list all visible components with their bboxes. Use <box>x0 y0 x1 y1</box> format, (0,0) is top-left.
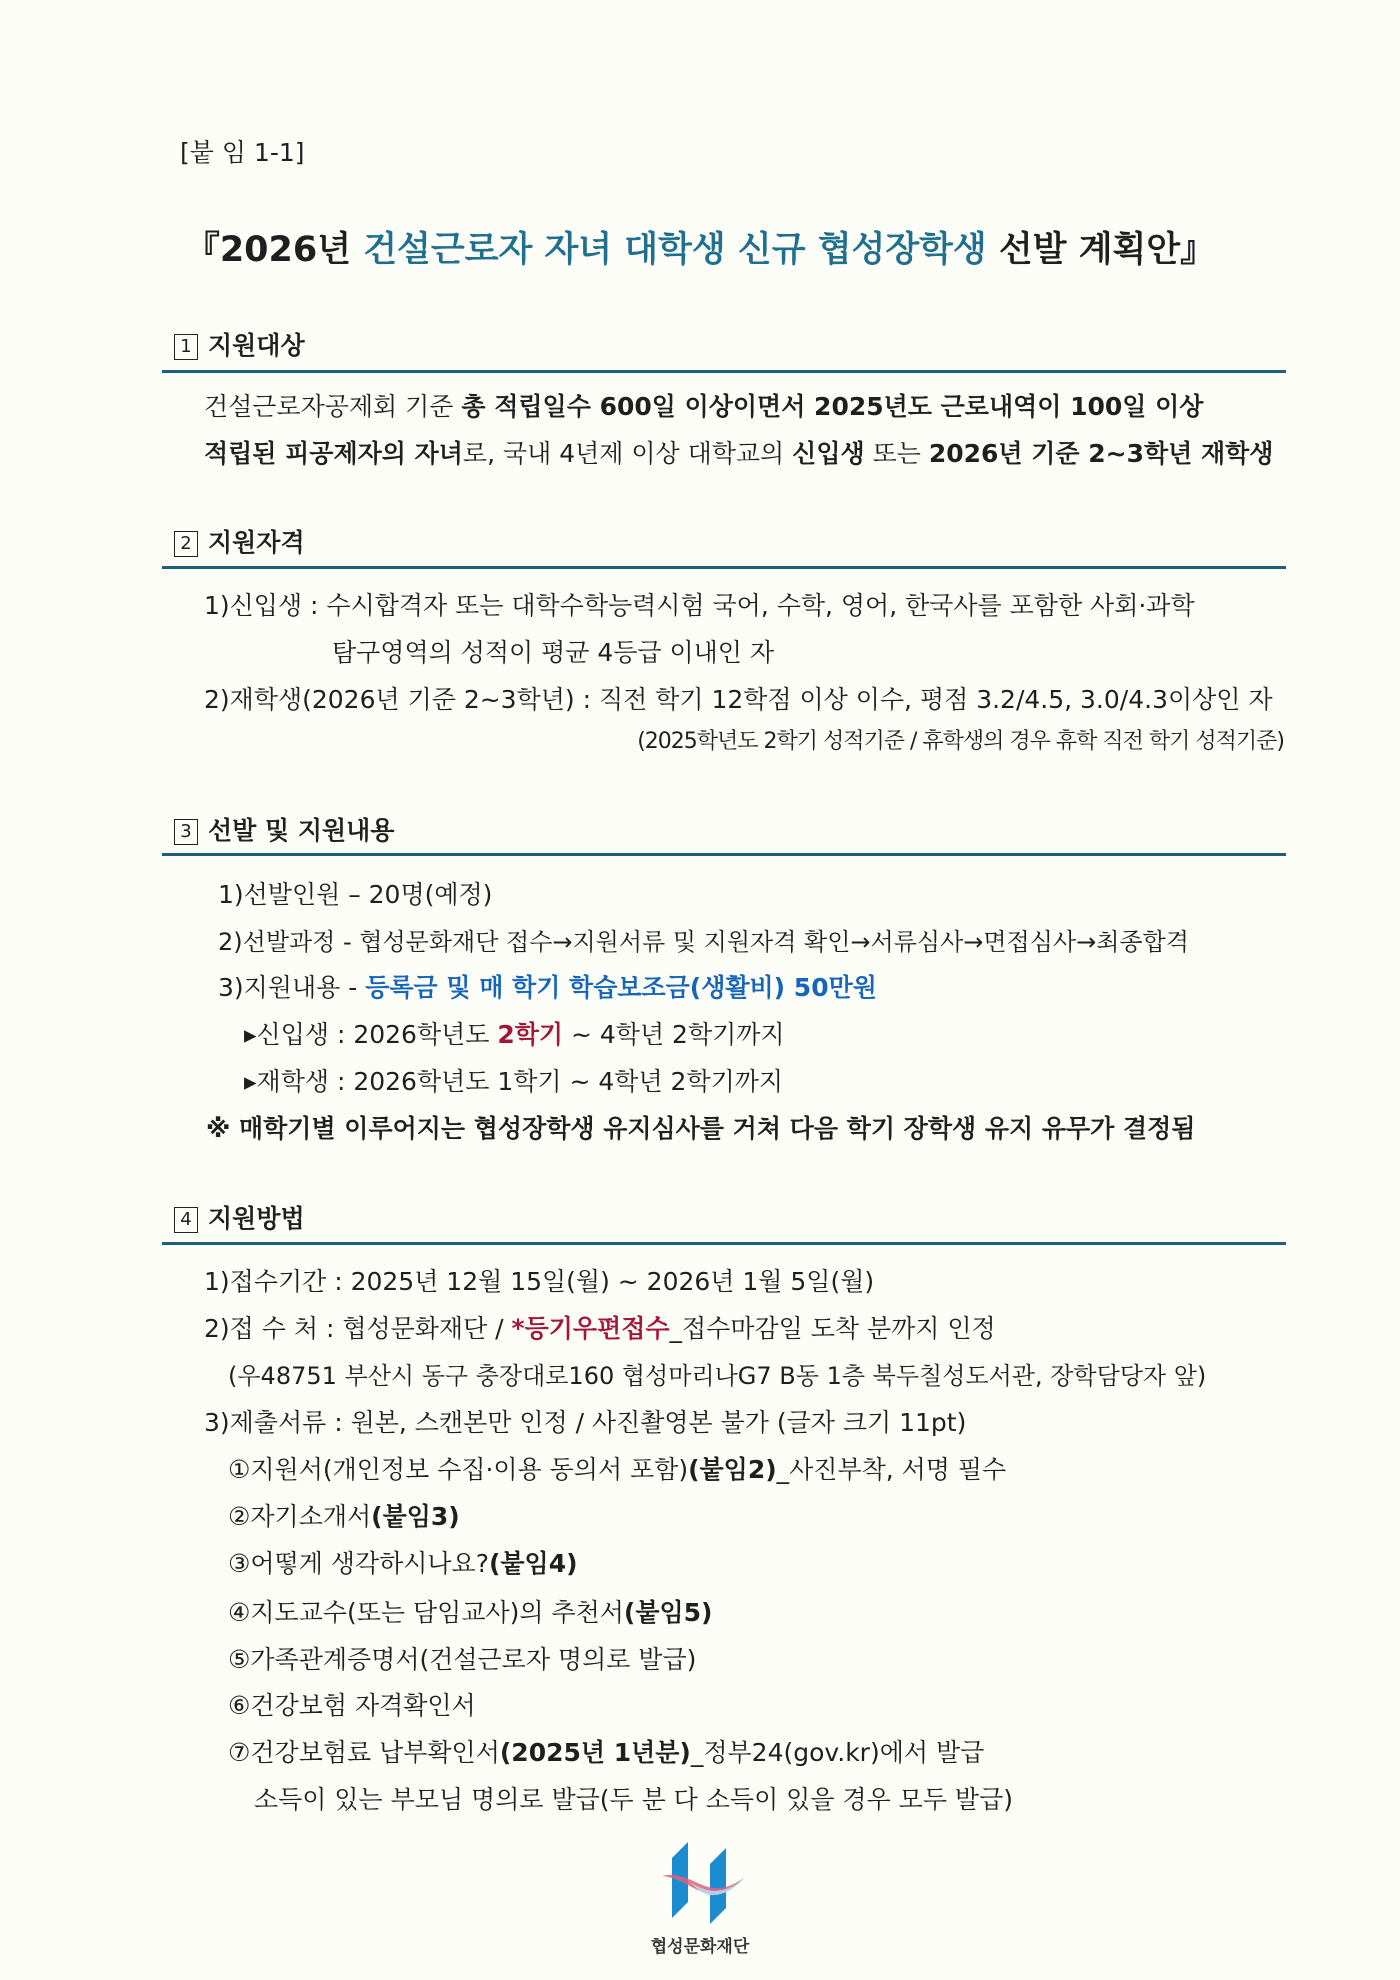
selection-line: 2)선발과정 - 협성문화재단 접수→지원서류 및 지원자격 확인→서류심사→면접심사→최종합격 <box>218 928 1189 956</box>
selection-line: 1)선발인원 – 20명(예정) <box>218 880 493 909</box>
page-title <box>0 226 1400 274</box>
qualification-line: 탐구영역의 성적이 평균 4등급 이내인 자 <box>332 638 775 667</box>
section-heading-selection <box>174 811 394 851</box>
selection-line <box>218 968 877 1008</box>
title-highlight: 건설근로자 자녀 대학생 신규 협성장학생 <box>363 230 987 270</box>
document-item <box>228 1733 984 1773</box>
text: 또는 <box>864 439 929 468</box>
section-divider <box>162 853 1286 856</box>
period-ref: (2025년 1년분) <box>499 1738 691 1767</box>
text-bold: 신입생 <box>792 439 865 468</box>
registered-mail-highlight: *등기우편접수 <box>511 1314 670 1343</box>
target-line-1 <box>204 387 1203 427</box>
text: 로, 국내 4년제 이상 대학교의 <box>462 439 793 468</box>
target-line-2 <box>204 434 1273 474</box>
support-highlight: 등록금 및 매 학기 학습보조금(생활비) 50만원 <box>365 973 877 1002</box>
foundation-logo-icon <box>660 1838 750 1928</box>
document-item <box>228 1497 460 1537</box>
document-item <box>228 1593 712 1633</box>
attachment-ref: (붙임3) <box>371 1502 460 1531</box>
text: ⑦건강보험료 납부확인서 <box>228 1738 500 1767</box>
foundation-logo-text: 협성문화재단 <box>650 1937 750 1957</box>
attachment-ref: (붙임2) <box>688 1455 777 1484</box>
section-divider <box>162 566 1286 569</box>
section-title: 지원대상 <box>208 331 305 360</box>
document-item <box>228 1544 578 1584</box>
section-heading-method <box>174 1199 305 1239</box>
selection-line: ▸재학생 : 2026학년도 1학기 ~ 4학년 2학기까지 <box>244 1067 784 1096</box>
text-bold: 2026년 기준 2~3학년 재학생 <box>928 439 1274 468</box>
text: ④지도교수(또는 담임교사)의 추천서 <box>228 1598 624 1627</box>
section-number: 3 <box>174 819 198 845</box>
text-bold: 적립된 피공제자의 자녀 <box>204 439 463 468</box>
document-item <box>228 1450 1006 1490</box>
section-title: 지원방법 <box>208 1204 305 1233</box>
section-heading-target <box>174 326 305 366</box>
text: _정부24(gov.kr)에서 발급 <box>690 1738 985 1767</box>
text: 건설근로자공제회 기준 <box>204 392 462 421</box>
method-line <box>204 1309 996 1349</box>
method-line: 3)제출서류 : 원본, 스캔본만 인정 / 사진촬영본 불가 (글자 크기 11pt) <box>204 1408 967 1437</box>
method-line: 1)접수기간 : 2025년 12월 15일(월) ~ 2026년 1월 5일(월) <box>204 1267 875 1296</box>
text: _사진부착, 서명 필수 <box>776 1455 1007 1484</box>
text: ▸신입생 : 2026학년도 <box>244 1020 498 1049</box>
selection-line <box>244 1015 785 1055</box>
section-number: 1 <box>174 334 198 360</box>
attachment-tag: [붙 임 1-1] <box>180 138 305 167</box>
attachment-ref: (붙임4) <box>488 1549 578 1578</box>
section-title: 선발 및 지원내용 <box>208 816 395 845</box>
document-item: ⑤가족관계증명서(건설근로자 명의로 발급) <box>228 1645 697 1674</box>
text: _접수마감일 도착 분까지 인정 <box>669 1314 996 1343</box>
section-divider <box>162 1242 1286 1245</box>
qualification-line: 2)재학생(2026년 기준 2~3학년) : 직전 학기 12학점 이상 이수, 평점 3.2/4.5, 3.0/4.3이상인 자 <box>204 685 1273 714</box>
section-number: 4 <box>174 1207 198 1233</box>
semester-highlight: 2학기 <box>497 1020 564 1049</box>
section-divider <box>162 370 1286 373</box>
qualification-note: (2025학년도 2학기 성적기준 / 휴학생의 경우 휴학 직전 학기 성적기준) <box>637 729 1284 754</box>
attachment-ref: (붙임5) <box>623 1598 713 1627</box>
title-open: 『2026년 <box>184 230 364 270</box>
section-number: 2 <box>174 531 198 557</box>
section-heading-qualification <box>174 523 305 563</box>
title-close: 선발 계획안』 <box>986 230 1216 270</box>
text-bold: 총 적립일수 600일 이상이면서 2025년도 근로내역이 100일 이상 <box>461 392 1204 421</box>
text: ③어떻게 생각하시나요? <box>228 1549 489 1578</box>
method-address: (우48751 부산시 동구 충장대로160 협성마리나G7 B동 1층 북두칠성도서관, 장학담당자 앞) <box>228 1362 1207 1390</box>
section-title: 지원자격 <box>208 528 305 557</box>
text: 2)접 수 처 : 협성문화재단 / <box>204 1314 512 1343</box>
text: ~ 4학년 2학기까지 <box>563 1020 785 1049</box>
qualification-line: 1)신입생 : 수시합격자 또는 대학수학능력시험 국어, 수학, 영어, 한국사를 포함한 사회·과학 <box>204 591 1195 620</box>
selection-note: ※ 매학기별 이루어지는 협성장학생 유지심사를 거쳐 다음 학기 장학생 유지 유무가 결정됨 <box>206 1114 1196 1143</box>
text: ②자기소개서 <box>228 1502 372 1531</box>
text: 3)지원내용 - <box>218 973 366 1002</box>
document-item-note: 소득이 있는 부모님 명의로 발급(두 분 다 소득이 있을 경우 모두 발급) <box>254 1785 1013 1814</box>
document-item: ⑥건강보험 자격확인서 <box>228 1691 476 1720</box>
text: ①지원서(개인정보 수집·이용 동의서 포함) <box>228 1455 689 1484</box>
